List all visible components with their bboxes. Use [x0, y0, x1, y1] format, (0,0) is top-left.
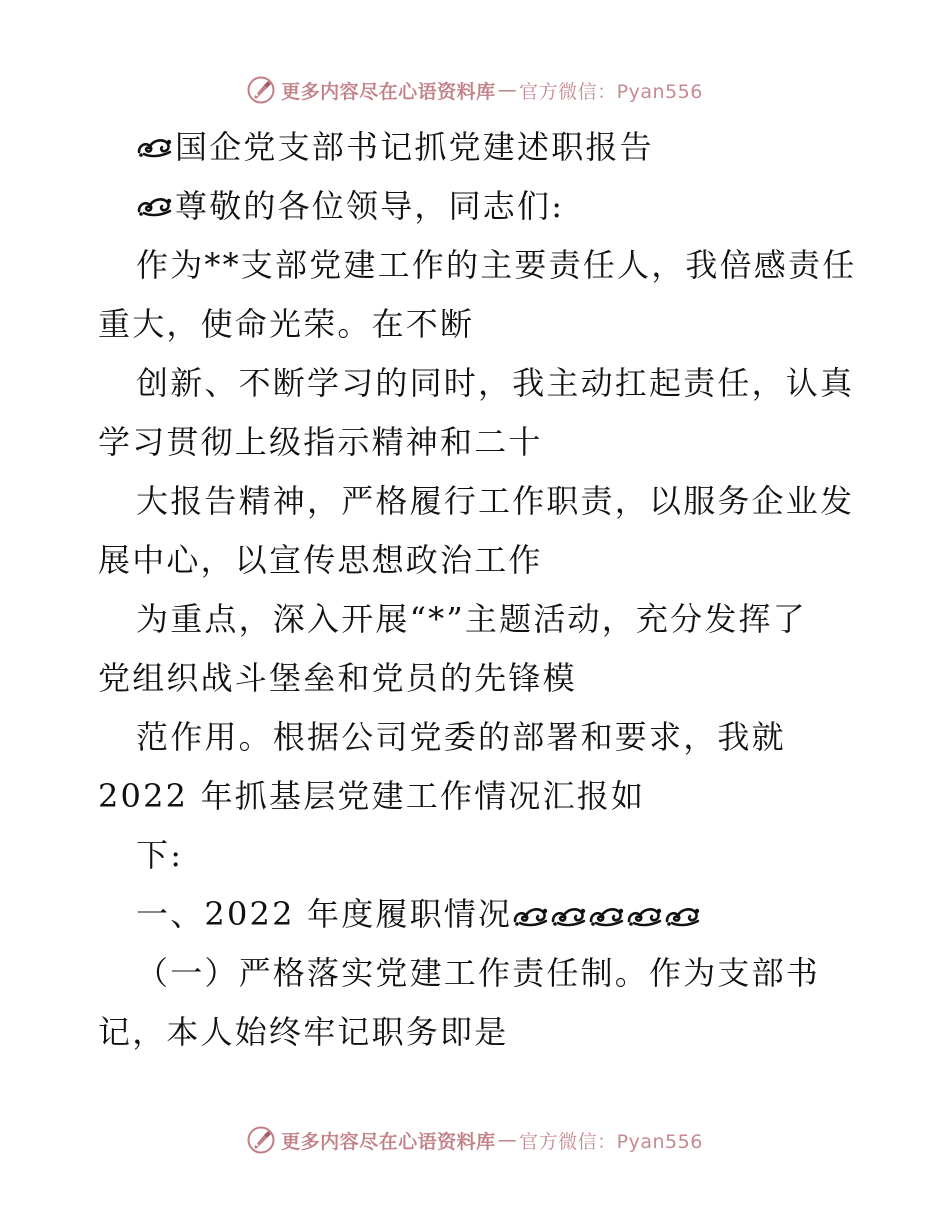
paragraph-line: （一）严格落实党建工作责任制。作为支部书 [136, 954, 821, 992]
salutation-line [98, 177, 858, 236]
ornament-icon [136, 136, 174, 160]
paragraph-line: 范作用。根据公司党委的部署和要求，我就 [136, 718, 786, 756]
ornament-icon [588, 905, 626, 929]
section-heading: 一、2022 年度履职情况 [136, 895, 513, 933]
paragraph-line: 学习贯彻上级指示精神和二十 [98, 423, 543, 461]
document-title: 国企党支部书记抓党建述职报告 [175, 128, 654, 166]
ornament-icon [626, 905, 664, 929]
pen-nib-logo-icon [247, 1126, 275, 1154]
ornament-icon [136, 195, 174, 219]
ornament-row [512, 887, 702, 946]
ornament-icon [512, 905, 550, 929]
paragraph-line: 作为**支部党建工作的主要责任人，我倍感责任 [136, 246, 857, 284]
watermark-main-text: 更多内容尽在心语资料库 [281, 80, 496, 103]
paragraph-line: 展中心，以宣传思想政治工作 [98, 541, 543, 579]
pen-nib-logo-icon [247, 76, 275, 104]
paragraph-line: 党组织战斗堡垒和党员的先锋模 [98, 659, 577, 697]
ornament-icon [550, 905, 588, 929]
paragraph-line: 大报告精神，严格履行工作职责，以服务企业发 [136, 482, 855, 520]
document-body [98, 118, 858, 1062]
paragraph-line: 为重点，深入开展“*”主题活动，充分发挥了 [136, 600, 807, 638]
ornament-icon [664, 905, 702, 929]
paragraph-line: 创新、不断学习的同时，我主动扛起责任，认真 [136, 364, 855, 402]
paragraph-line: 下: [136, 836, 184, 874]
watermark-wechat-text: 官方微信：Pyan556 [519, 80, 703, 103]
section-heading-line [98, 885, 858, 944]
watermark-separator: — [497, 1129, 518, 1151]
paragraph-line: 2022 年抓基层党建工作情况汇报如 [98, 777, 646, 815]
watermark-separator: — [497, 79, 518, 101]
paragraph-line: 重大，使命光荣。在不断 [98, 305, 475, 343]
document-title-line [98, 118, 858, 177]
watermark-main-text: 更多内容尽在心语资料库 [281, 1130, 496, 1153]
salutation-text: 尊敬的各位领导，同志们: [175, 187, 565, 225]
watermark-wechat-text: 官方微信：Pyan556 [519, 1130, 703, 1153]
watermark-footer [0, 1120, 950, 1160]
watermark-header [0, 70, 950, 110]
paragraph-line: 记，本人始终牢记职务即是 [98, 1013, 509, 1051]
